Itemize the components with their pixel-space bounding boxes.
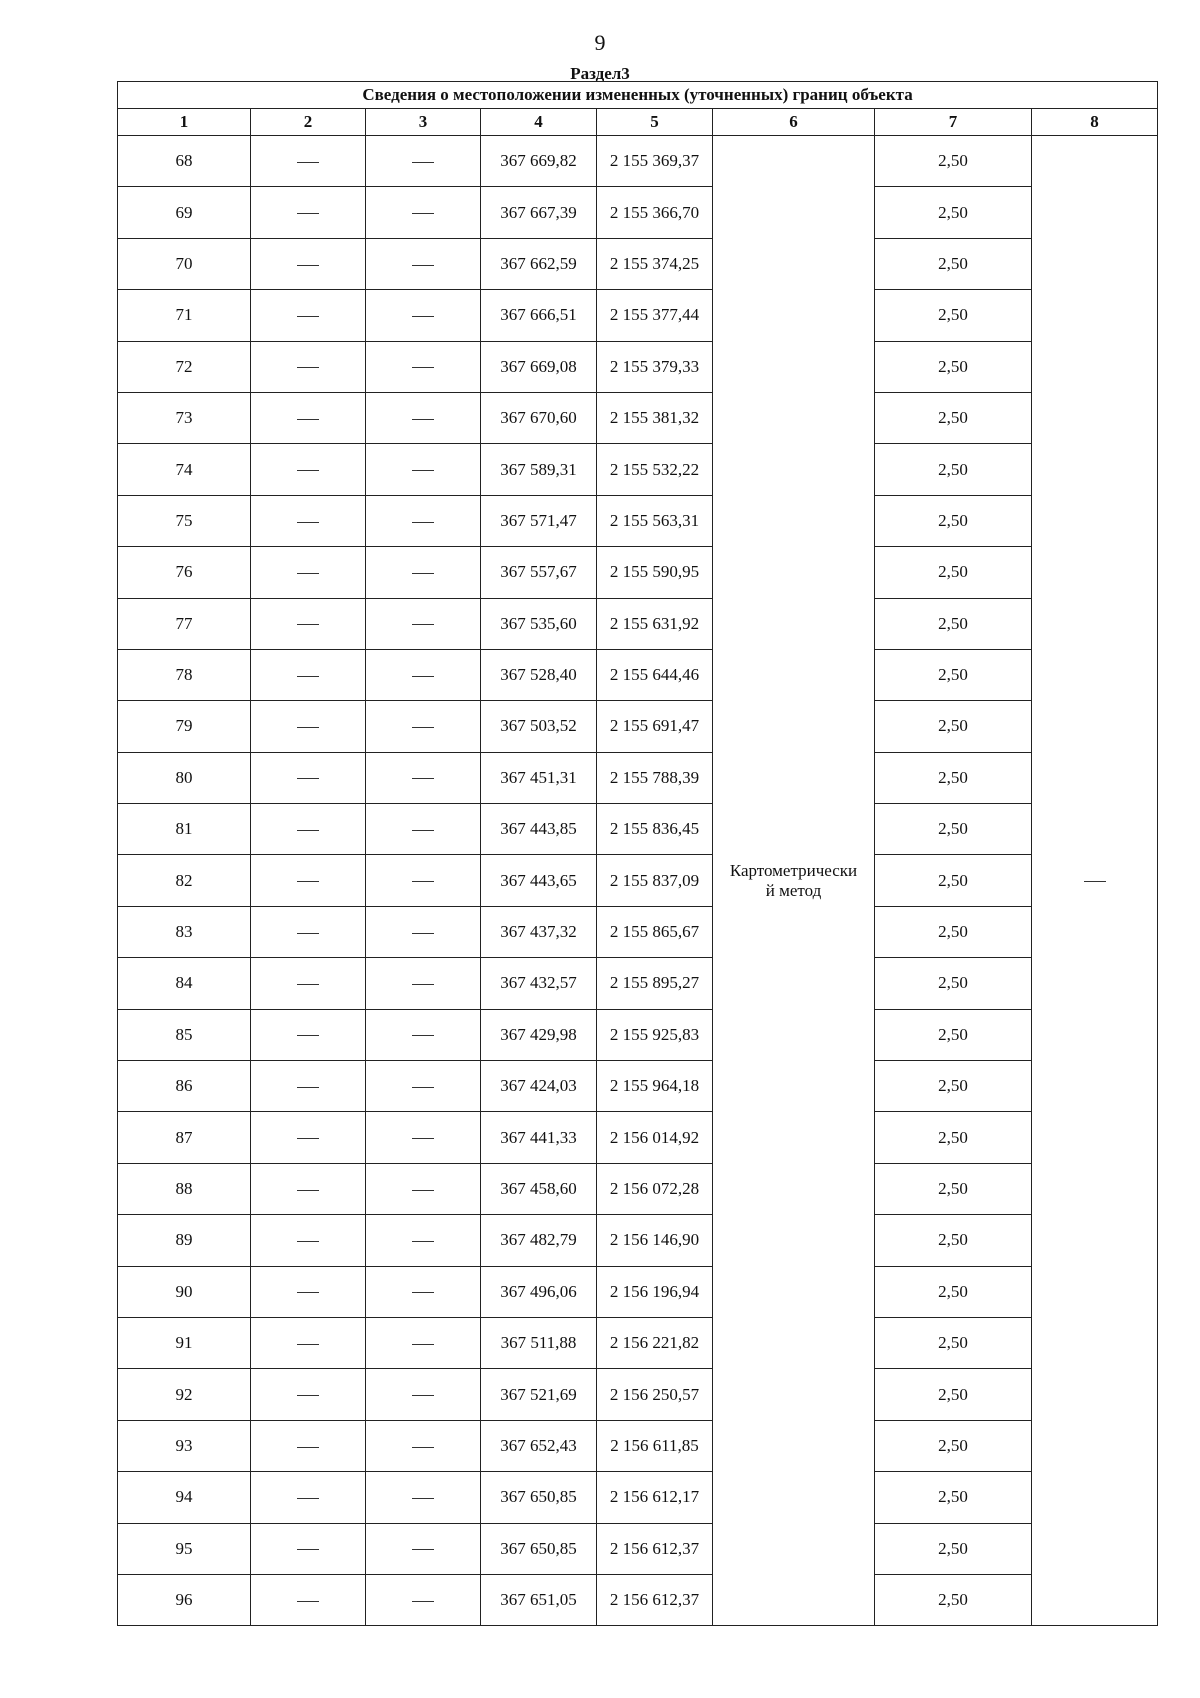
dash-mark	[297, 727, 319, 728]
column-number-3: 3	[366, 109, 481, 136]
point-number-cell: 80	[118, 752, 251, 803]
dash-mark	[412, 162, 434, 163]
column-3-cell	[366, 1369, 481, 1420]
column-3-cell	[366, 649, 481, 700]
column-3-cell	[366, 1266, 481, 1317]
accuracy-cell: 2,50	[875, 1112, 1032, 1163]
table-row	[118, 1420, 1158, 1471]
column-2-cell	[251, 495, 366, 546]
y-coordinate-cell: 2 156 612,37	[597, 1523, 713, 1574]
accuracy-cell: 2,50	[875, 444, 1032, 495]
accuracy-cell: 2,50	[875, 495, 1032, 546]
point-number-cell: 96	[118, 1574, 251, 1625]
y-coordinate-cell: 2 155 563,31	[597, 495, 713, 546]
y-coordinate-cell: 2 156 196,94	[597, 1266, 713, 1317]
dash-mark	[297, 1549, 319, 1550]
column-3-cell	[366, 1009, 481, 1060]
dash-mark	[297, 1395, 319, 1396]
y-coordinate-cell: 2 155 895,27	[597, 958, 713, 1009]
point-number-cell: 68	[118, 136, 251, 187]
table-row	[118, 1215, 1158, 1266]
x-coordinate-cell: 367 528,40	[481, 649, 597, 700]
accuracy-cell: 2,50	[875, 1317, 1032, 1368]
column-number-7: 7	[875, 109, 1032, 136]
dash-mark	[412, 778, 434, 779]
y-coordinate-cell: 2 155 379,33	[597, 341, 713, 392]
column-number-2: 2	[251, 109, 366, 136]
point-number-cell: 94	[118, 1472, 251, 1523]
y-coordinate-cell: 2 155 631,92	[597, 598, 713, 649]
column-3-cell	[366, 187, 481, 238]
dash-mark	[297, 1447, 319, 1448]
dash-mark	[412, 213, 434, 214]
x-coordinate-cell: 367 458,60	[481, 1163, 597, 1214]
column-2-cell	[251, 598, 366, 649]
accuracy-cell: 2,50	[875, 804, 1032, 855]
table-row	[118, 444, 1158, 495]
column-number-row	[118, 109, 1158, 136]
column-number-8: 8	[1032, 109, 1158, 136]
table-row	[118, 1112, 1158, 1163]
column-3-cell	[366, 1163, 481, 1214]
accuracy-cell: 2,50	[875, 1009, 1032, 1060]
dash-mark	[297, 624, 319, 625]
column-3-cell	[366, 136, 481, 187]
table-row	[118, 804, 1158, 855]
x-coordinate-cell: 367 437,32	[481, 906, 597, 957]
point-number-cell: 90	[118, 1266, 251, 1317]
dash-mark	[297, 830, 319, 831]
table-caption: Сведения о местоположении измененных (уточненных) границ объекта	[118, 82, 1158, 109]
dash-mark	[412, 522, 434, 523]
accuracy-cell: 2,50	[875, 752, 1032, 803]
column-2-cell	[251, 855, 366, 906]
column-3-cell	[366, 906, 481, 957]
column-2-cell	[251, 1266, 366, 1317]
x-coordinate-cell: 367 535,60	[481, 598, 597, 649]
table-row	[118, 958, 1158, 1009]
column-3-cell	[366, 495, 481, 546]
y-coordinate-cell: 2 155 381,32	[597, 392, 713, 443]
column-8-cell	[1032, 136, 1158, 1626]
point-number-cell: 82	[118, 855, 251, 906]
point-number-cell: 88	[118, 1163, 251, 1214]
x-coordinate-cell: 367 557,67	[481, 547, 597, 598]
y-coordinate-cell: 2 155 644,46	[597, 649, 713, 700]
table-row	[118, 855, 1158, 906]
point-number-cell: 87	[118, 1112, 251, 1163]
accuracy-cell: 2,50	[875, 238, 1032, 289]
table-row	[118, 495, 1158, 546]
dash-mark	[297, 316, 319, 317]
method-text-line-2: й метод	[765, 880, 822, 900]
point-number-cell: 78	[118, 649, 251, 700]
dash-mark	[412, 984, 434, 985]
y-coordinate-cell: 2 156 612,17	[597, 1472, 713, 1523]
y-coordinate-cell: 2 155 964,18	[597, 1061, 713, 1112]
table-row	[118, 1523, 1158, 1574]
column-number-4: 4	[481, 109, 597, 136]
column-3-cell	[366, 1061, 481, 1112]
dash-mark	[412, 1190, 434, 1191]
column-number-6: 6	[713, 109, 875, 136]
point-number-cell: 81	[118, 804, 251, 855]
dash-mark	[412, 1498, 434, 1499]
y-coordinate-cell: 2 155 925,83	[597, 1009, 713, 1060]
accuracy-cell: 2,50	[875, 958, 1032, 1009]
point-number-cell: 69	[118, 187, 251, 238]
dash-mark	[297, 1344, 319, 1345]
table-body	[118, 136, 1158, 1626]
table-row	[118, 1317, 1158, 1368]
column-3-cell	[366, 290, 481, 341]
accuracy-cell: 2,50	[875, 1163, 1032, 1214]
point-number-cell: 75	[118, 495, 251, 546]
column-3-cell	[366, 1523, 481, 1574]
y-coordinate-cell: 2 155 691,47	[597, 701, 713, 752]
accuracy-cell: 2,50	[875, 701, 1032, 752]
x-coordinate-cell: 367 651,05	[481, 1574, 597, 1625]
dash-mark	[297, 1190, 319, 1191]
table-row	[118, 187, 1158, 238]
x-coordinate-cell: 367 429,98	[481, 1009, 597, 1060]
accuracy-cell: 2,50	[875, 1523, 1032, 1574]
dash-mark	[297, 265, 319, 266]
point-number-cell: 85	[118, 1009, 251, 1060]
table-row	[118, 906, 1158, 957]
column-2-cell	[251, 1317, 366, 1368]
dash-mark	[412, 676, 434, 677]
dash-mark	[297, 1601, 319, 1602]
column-2-cell	[251, 1369, 366, 1420]
point-number-cell: 73	[118, 392, 251, 443]
point-number-cell: 71	[118, 290, 251, 341]
y-coordinate-cell: 2 156 014,92	[597, 1112, 713, 1163]
dash-mark	[297, 1087, 319, 1088]
dash-mark	[412, 933, 434, 934]
table-row	[118, 547, 1158, 598]
column-2-cell	[251, 1574, 366, 1625]
column-number-1: 1	[118, 109, 251, 136]
x-coordinate-cell: 367 650,85	[481, 1472, 597, 1523]
accuracy-cell: 2,50	[875, 855, 1032, 906]
dash-mark	[297, 984, 319, 985]
point-number-cell: 95	[118, 1523, 251, 1574]
column-3-cell	[366, 855, 481, 906]
x-coordinate-cell: 367 669,82	[481, 136, 597, 187]
accuracy-cell: 2,50	[875, 1574, 1032, 1625]
section-title: Раздел3	[570, 64, 630, 83]
table-row	[118, 1009, 1158, 1060]
y-coordinate-cell: 2 155 836,45	[597, 804, 713, 855]
dash-mark	[412, 1035, 434, 1036]
column-2-cell	[251, 1523, 366, 1574]
y-coordinate-cell: 2 155 369,37	[597, 136, 713, 187]
x-coordinate-cell: 367 451,31	[481, 752, 597, 803]
table-row	[118, 136, 1158, 187]
point-number-cell: 83	[118, 906, 251, 957]
dash-mark	[297, 1035, 319, 1036]
column-2-cell	[251, 906, 366, 957]
dash-mark	[412, 265, 434, 266]
y-coordinate-cell: 2 156 612,37	[597, 1574, 713, 1625]
x-coordinate-cell: 367 443,65	[481, 855, 597, 906]
dash-mark	[412, 624, 434, 625]
accuracy-cell: 2,50	[875, 1369, 1032, 1420]
column-2-cell	[251, 187, 366, 238]
table-row	[118, 341, 1158, 392]
dash-mark	[297, 162, 319, 163]
dash-mark	[412, 470, 434, 471]
x-coordinate-cell: 367 511,88	[481, 1317, 597, 1368]
point-number-cell: 77	[118, 598, 251, 649]
y-coordinate-cell: 2 156 611,85	[597, 1420, 713, 1471]
accuracy-cell: 2,50	[875, 598, 1032, 649]
dash-mark	[412, 1241, 434, 1242]
column-3-cell	[366, 804, 481, 855]
accuracy-cell: 2,50	[875, 136, 1032, 187]
column-3-cell	[366, 444, 481, 495]
x-coordinate-cell: 367 432,57	[481, 958, 597, 1009]
table-row	[118, 1061, 1158, 1112]
accuracy-cell: 2,50	[875, 187, 1032, 238]
accuracy-cell: 2,50	[875, 392, 1032, 443]
dash-mark	[412, 1292, 434, 1293]
column-2-cell	[251, 1112, 366, 1163]
dash-mark	[297, 470, 319, 471]
dash-mark	[412, 367, 434, 368]
method-cell	[713, 136, 875, 1626]
column-3-cell	[366, 1215, 481, 1266]
point-number-cell: 86	[118, 1061, 251, 1112]
dash-mark	[412, 573, 434, 574]
y-coordinate-cell: 2 155 532,22	[597, 444, 713, 495]
column-3-cell	[366, 701, 481, 752]
y-coordinate-cell: 2 156 072,28	[597, 1163, 713, 1214]
column-2-cell	[251, 290, 366, 341]
dash-mark	[297, 778, 319, 779]
column-number-5: 5	[597, 109, 713, 136]
x-coordinate-cell: 367 571,47	[481, 495, 597, 546]
x-coordinate-cell: 367 503,52	[481, 701, 597, 752]
x-coordinate-cell: 367 443,85	[481, 804, 597, 855]
dash-mark	[297, 213, 319, 214]
column-3-cell	[366, 1317, 481, 1368]
dash-mark	[1084, 881, 1106, 882]
accuracy-cell: 2,50	[875, 1061, 1032, 1112]
x-coordinate-cell: 367 662,59	[481, 238, 597, 289]
column-3-cell	[366, 598, 481, 649]
accuracy-cell: 2,50	[875, 906, 1032, 957]
dash-mark	[412, 1395, 434, 1396]
table-row	[118, 1369, 1158, 1420]
method-text-line-1: Картометрически	[729, 860, 858, 880]
point-number-cell: 79	[118, 701, 251, 752]
point-number-cell: 72	[118, 341, 251, 392]
point-number-cell: 74	[118, 444, 251, 495]
column-2-cell	[251, 958, 366, 1009]
x-coordinate-cell: 367 496,06	[481, 1266, 597, 1317]
dash-mark	[412, 1447, 434, 1448]
point-number-cell: 91	[118, 1317, 251, 1368]
point-number-cell: 92	[118, 1369, 251, 1420]
dash-mark	[297, 1498, 319, 1499]
point-number-cell: 70	[118, 238, 251, 289]
dash-mark	[297, 933, 319, 934]
column-2-cell	[251, 1472, 366, 1523]
dash-mark	[297, 1138, 319, 1139]
dash-mark	[297, 676, 319, 677]
dash-mark	[412, 1601, 434, 1602]
dash-mark	[412, 1138, 434, 1139]
y-coordinate-cell: 2 155 366,70	[597, 187, 713, 238]
y-coordinate-cell: 2 155 865,67	[597, 906, 713, 957]
table-row	[118, 649, 1158, 700]
dash-mark	[297, 522, 319, 523]
column-2-cell	[251, 752, 366, 803]
column-3-cell	[366, 238, 481, 289]
accuracy-cell: 2,50	[875, 547, 1032, 598]
table-row	[118, 290, 1158, 341]
dash-mark	[412, 1087, 434, 1088]
dash-mark	[412, 419, 434, 420]
x-coordinate-cell: 367 652,43	[481, 1420, 597, 1471]
y-coordinate-cell: 2 155 590,95	[597, 547, 713, 598]
dash-mark	[297, 573, 319, 574]
x-coordinate-cell: 367 424,03	[481, 1061, 597, 1112]
table-row	[118, 392, 1158, 443]
dash-mark	[412, 316, 434, 317]
dash-mark	[297, 1292, 319, 1293]
dash-mark	[297, 881, 319, 882]
column-3-cell	[366, 392, 481, 443]
column-2-cell	[251, 701, 366, 752]
table-row	[118, 238, 1158, 289]
x-coordinate-cell: 367 482,79	[481, 1215, 597, 1266]
column-2-cell	[251, 1215, 366, 1266]
y-coordinate-cell: 2 156 221,82	[597, 1317, 713, 1368]
accuracy-cell: 2,50	[875, 649, 1032, 700]
column-2-cell	[251, 392, 366, 443]
table-row	[118, 752, 1158, 803]
point-number-cell: 93	[118, 1420, 251, 1471]
dash-mark	[412, 1549, 434, 1550]
column-3-cell	[366, 341, 481, 392]
column-2-cell	[251, 1420, 366, 1471]
page-number: 9	[594, 30, 606, 55]
column-3-cell	[366, 547, 481, 598]
column-2-cell	[251, 341, 366, 392]
column-2-cell	[251, 649, 366, 700]
y-coordinate-cell: 2 155 374,25	[597, 238, 713, 289]
accuracy-cell: 2,50	[875, 1420, 1032, 1471]
dash-mark	[412, 1344, 434, 1345]
x-coordinate-cell: 367 666,51	[481, 290, 597, 341]
accuracy-cell: 2,50	[875, 1472, 1032, 1523]
y-coordinate-cell: 2 156 250,57	[597, 1369, 713, 1420]
accuracy-cell: 2,50	[875, 341, 1032, 392]
column-2-cell	[251, 444, 366, 495]
table-row	[118, 1163, 1158, 1214]
column-3-cell	[366, 1574, 481, 1625]
table-row	[118, 1574, 1158, 1625]
x-coordinate-cell: 367 669,08	[481, 341, 597, 392]
x-coordinate-cell: 367 589,31	[481, 444, 597, 495]
column-2-cell	[251, 1009, 366, 1060]
y-coordinate-cell: 2 156 146,90	[597, 1215, 713, 1266]
dash-mark	[412, 727, 434, 728]
boundary-coordinates-table	[117, 81, 1158, 1626]
y-coordinate-cell: 2 155 788,39	[597, 752, 713, 803]
table-row	[118, 701, 1158, 752]
column-3-cell	[366, 1420, 481, 1471]
accuracy-cell: 2,50	[875, 1215, 1032, 1266]
column-2-cell	[251, 238, 366, 289]
column-2-cell	[251, 1163, 366, 1214]
column-2-cell	[251, 136, 366, 187]
x-coordinate-cell: 367 650,85	[481, 1523, 597, 1574]
x-coordinate-cell: 367 667,39	[481, 187, 597, 238]
dash-mark	[412, 830, 434, 831]
x-coordinate-cell: 367 670,60	[481, 392, 597, 443]
y-coordinate-cell: 2 155 377,44	[597, 290, 713, 341]
column-3-cell	[366, 958, 481, 1009]
column-3-cell	[366, 1472, 481, 1523]
column-2-cell	[251, 547, 366, 598]
dash-mark	[297, 1241, 319, 1242]
x-coordinate-cell: 367 521,69	[481, 1369, 597, 1420]
column-3-cell	[366, 752, 481, 803]
table-row	[118, 1472, 1158, 1523]
table-row	[118, 598, 1158, 649]
accuracy-cell: 2,50	[875, 290, 1032, 341]
dash-mark	[412, 881, 434, 882]
x-coordinate-cell: 367 441,33	[481, 1112, 597, 1163]
table-row	[118, 1266, 1158, 1317]
accuracy-cell: 2,50	[875, 1266, 1032, 1317]
point-number-cell: 76	[118, 547, 251, 598]
column-2-cell	[251, 1061, 366, 1112]
y-coordinate-cell: 2 155 837,09	[597, 855, 713, 906]
dash-mark	[297, 419, 319, 420]
point-number-cell: 89	[118, 1215, 251, 1266]
point-number-cell: 84	[118, 958, 251, 1009]
dash-mark	[297, 367, 319, 368]
column-3-cell	[366, 1112, 481, 1163]
column-2-cell	[251, 804, 366, 855]
